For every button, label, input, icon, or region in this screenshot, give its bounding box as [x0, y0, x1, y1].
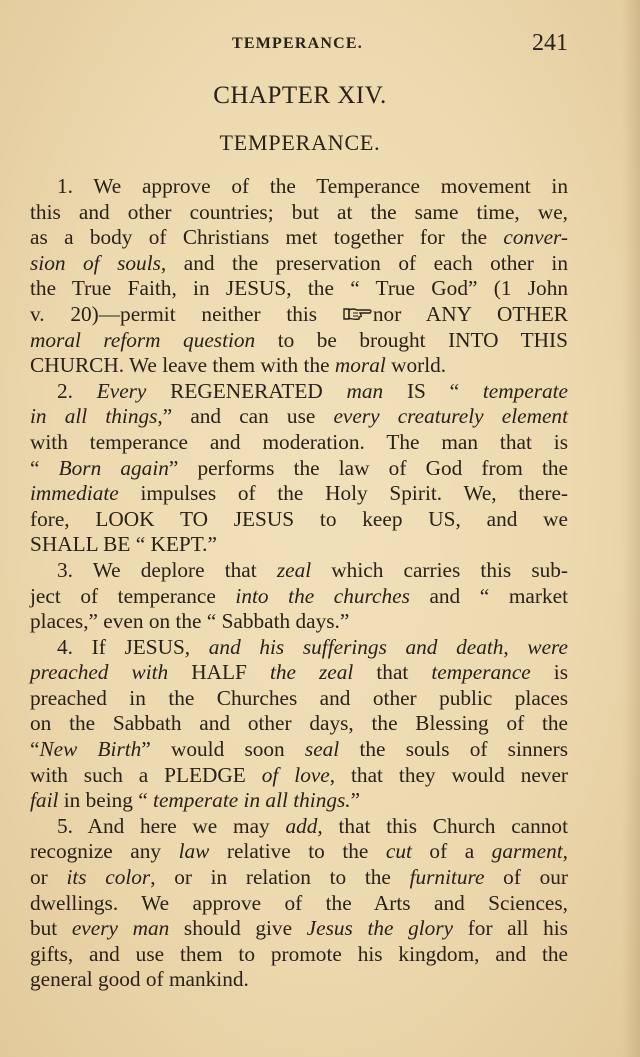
text-line-with-hand — [30, 302, 568, 328]
body-text — [30, 174, 568, 993]
text-line: moral reform question to be brought INTO THIS — [30, 327, 568, 352]
text-line: general good of mankind. — [30, 967, 249, 992]
text-line: with temperance and moderation. The man that is — [30, 429, 568, 454]
section-title: TEMPERANCE. — [219, 130, 381, 155]
text-line: in all things,” and can use every creaturely element — [30, 404, 568, 429]
text-line: 2. Every REGENERATED man IS “ temperate — [57, 378, 569, 403]
page-number: 241 — [532, 30, 568, 56]
text-line: but every man should give Jesus the glory for all his — [30, 916, 568, 941]
text-line: CHURCH. We leave them with the moral world. — [30, 353, 447, 378]
running-title: TEMPERANCE. — [232, 35, 363, 52]
text-line: “New Birth” would soon seal the souls of sinners — [30, 737, 568, 762]
text-line: this and other countries; but at the same time, we, — [30, 199, 568, 224]
text-line: recognize any law relative to the cut of a garment, — [30, 839, 568, 864]
text-line: 4. If JESUS, and his sufferings and death, were — [57, 634, 568, 659]
text-line: 1. We approve of the Temperance movement in — [57, 174, 568, 198]
paragraph-5 — [30, 814, 568, 993]
text-line: on the Sabbath and other days, the Blessing of the — [30, 711, 568, 736]
paragraph-3 — [30, 558, 568, 635]
text-line: “ Born again” performs the law of God from the — [30, 455, 569, 480]
pointing-hand-line-text: v. 20)—permit neither this nor ANY OTHER — [30, 301, 568, 326]
page-edge-shadow — [622, 0, 640, 1057]
running-head — [0, 32, 640, 62]
text-line: fore, LOOK TO JESUS to keep US, and we — [30, 506, 568, 531]
paragraph-1 — [30, 174, 568, 379]
text-line: fail in being “ temperate in all things.” — [30, 788, 361, 813]
text-line: gifts, and use them to promote his kingdom, and the — [30, 941, 568, 966]
text-line: preached in the Churches and other public places — [30, 685, 568, 710]
text-line: 3. We deplore that zeal which carries this sub- — [57, 557, 568, 582]
paragraph-2 — [30, 379, 568, 558]
text-line: as a body of Christians met together for the conver- — [30, 225, 568, 250]
text-line: dwellings. We approve of the Arts and Sciences, — [30, 890, 568, 915]
text-line: preached with HALF the zeal that temperance is — [30, 660, 568, 685]
text-line: SHALL BE “ KEPT.” — [30, 532, 217, 557]
text-line: sion of souls, and the preservation of each other in — [30, 250, 568, 275]
paragraph-4 — [30, 635, 568, 814]
text-line: with such a PLEDGE of love, that they would never — [30, 762, 568, 787]
text-line: the True Faith, in JESUS, the “ True God” (1 John — [30, 276, 568, 301]
text-line: or its color, or in relation to the furniture of our — [30, 865, 568, 890]
text-line: 5. And here we may add, that this Church cannot — [57, 813, 568, 838]
text-line: places,” even on the “ Sabbath days.” — [30, 609, 350, 634]
chapter-heading: CHAPTER XIV. — [213, 82, 387, 109]
text-line: ject of temperance into the churches and “ market — [30, 583, 568, 608]
pointing-hand-icon — [343, 306, 373, 322]
text-line: immediate impulses of the Holy Spirit. We, there- — [30, 481, 568, 506]
